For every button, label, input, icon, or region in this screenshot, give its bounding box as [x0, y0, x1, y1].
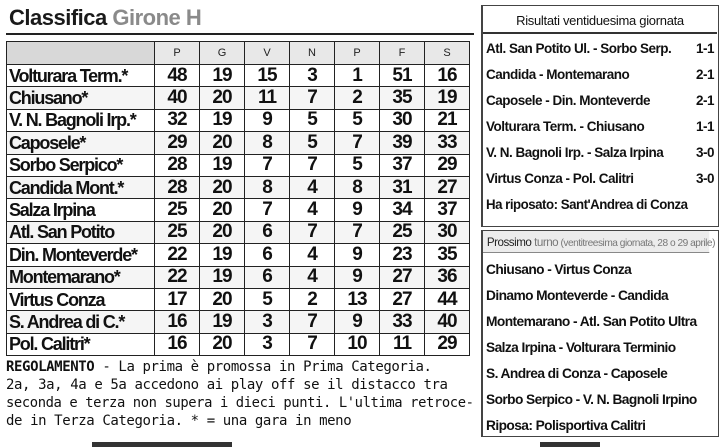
- cell-team-name: Chiusano*: [7, 87, 155, 109]
- cell-team-name: Pol. Calitri*: [7, 333, 155, 355]
- cell-lost: 2: [335, 87, 380, 109]
- cell-won: 9: [245, 109, 290, 131]
- cell-points: 16: [155, 311, 200, 333]
- cell-goals-for: 51: [380, 65, 425, 87]
- next-round-title-bold: Prossimo: [486, 235, 532, 249]
- table-row: [7, 65, 470, 87]
- next-round-match: S. Andrea di Conza - Caposele: [486, 365, 668, 381]
- cell-team-name: Din. Monteverde*: [7, 244, 155, 266]
- regulation-line: de in Terza Categoria. * = una gara in meno: [6, 413, 352, 429]
- result-score: 3-0: [695, 145, 714, 160]
- title-group: Girone H: [112, 5, 202, 30]
- cell-won: 3: [245, 333, 290, 355]
- cell-team-name: Sorbo Serpico*: [7, 154, 155, 176]
- cell-goals-against: 21: [425, 109, 470, 131]
- cell-played: 19: [200, 244, 245, 266]
- regulation-line: - La prima è promossa in Prima Categoria.: [94, 359, 432, 375]
- cell-drawn: 7: [290, 87, 335, 109]
- result-row: [486, 62, 718, 88]
- regulation-head: REGOLAMENTO: [6, 359, 95, 375]
- cell-goals-against: 29: [425, 154, 470, 176]
- cell-won: 11: [245, 87, 290, 109]
- cell-points: 25: [155, 199, 200, 221]
- cell-drawn: 7: [290, 333, 335, 355]
- cell-team-name: S. Andrea di C.*: [7, 311, 155, 333]
- cell-goals-for: 37: [380, 154, 425, 176]
- column-header-goals-against: S: [425, 42, 470, 65]
- cell-lost: 9: [335, 244, 380, 266]
- cell-lost: 10: [335, 333, 380, 355]
- cell-won: 8: [245, 132, 290, 154]
- next-round-match: Riposa: Polisportiva Calitri: [486, 417, 646, 433]
- bottom-mark: [540, 442, 600, 447]
- cell-played: 20: [200, 288, 245, 310]
- cell-drawn: 5: [290, 132, 335, 154]
- cell-team-name: Virtus Conza: [7, 288, 155, 310]
- cell-played: 20: [200, 87, 245, 109]
- cell-drawn: 4: [290, 244, 335, 266]
- next-round-match: Salza Irpina - Volturara Terminio: [486, 339, 676, 355]
- cell-team-name: Salza Irpina: [7, 199, 155, 221]
- cell-goals-against: 36: [425, 266, 470, 288]
- cell-team-name: Volturara Term.*: [7, 65, 155, 87]
- cell-lost: 9: [335, 266, 380, 288]
- cell-goals-for: 33: [380, 311, 425, 333]
- result-row: [486, 140, 718, 166]
- cell-played: 19: [200, 65, 245, 87]
- cell-won: 3: [245, 311, 290, 333]
- table-row: [7, 333, 470, 355]
- cell-lost: 5: [335, 154, 380, 176]
- column-header-lost: P: [335, 42, 380, 65]
- column-header-team: [7, 42, 155, 65]
- cell-points: 25: [155, 221, 200, 243]
- cell-points: 29: [155, 132, 200, 154]
- cell-won: 7: [245, 154, 290, 176]
- result-score: 1-1: [695, 41, 714, 56]
- table-row: [7, 176, 470, 198]
- cell-won: 7: [245, 199, 290, 221]
- result-score: 2-1: [695, 93, 714, 108]
- result-row: [486, 88, 718, 114]
- cell-goals-against: 44: [425, 288, 470, 310]
- cell-won: 6: [245, 221, 290, 243]
- cell-goals-for: 34: [380, 199, 425, 221]
- cell-played: 19: [200, 311, 245, 333]
- cell-points: 28: [155, 176, 200, 198]
- cell-lost: 1: [335, 65, 380, 87]
- table-row: [7, 266, 470, 288]
- table-row: [7, 132, 470, 154]
- cell-goals-for: 25: [380, 221, 425, 243]
- regulation-line: 2a, 3a, 4a e 5a accedono ai play off se il distacco tra: [6, 377, 448, 393]
- cell-won: 8: [245, 176, 290, 198]
- result-match: Volturara Term. - Chiusano: [486, 119, 645, 134]
- cell-goals-against: 30: [425, 221, 470, 243]
- cell-points: 40: [155, 87, 200, 109]
- cell-goals-against: 40: [425, 311, 470, 333]
- cell-drawn: 3: [290, 65, 335, 87]
- cell-goals-for: 31: [380, 176, 425, 198]
- cell-points: 17: [155, 288, 200, 310]
- table-row: [7, 199, 470, 221]
- cell-goals-against: 37: [425, 199, 470, 221]
- cell-goals-for: 23: [380, 244, 425, 266]
- cell-lost: 5: [335, 109, 380, 131]
- next-round-match: Montemarano - Atl. San Potito Ultra: [486, 313, 697, 329]
- cell-drawn: 4: [290, 199, 335, 221]
- cell-drawn: 7: [290, 221, 335, 243]
- column-header-goals-for: F: [380, 42, 425, 65]
- cell-goals-for: 35: [380, 87, 425, 109]
- cell-points: 16: [155, 333, 200, 355]
- result-score: 2-1: [695, 67, 714, 82]
- table-row: [7, 221, 470, 243]
- cell-lost: 8: [335, 176, 380, 198]
- table-row: [7, 311, 470, 333]
- result-match: Candida - Montemarano: [486, 67, 630, 82]
- standings-table: [6, 41, 470, 356]
- cell-points: 22: [155, 266, 200, 288]
- cell-lost: 9: [335, 199, 380, 221]
- cell-lost: 7: [335, 132, 380, 154]
- title-main: Classifica: [9, 5, 107, 30]
- cell-played: 20: [200, 199, 245, 221]
- cell-lost: 7: [335, 221, 380, 243]
- cell-goals-for: 27: [380, 288, 425, 310]
- cell-drawn: 4: [290, 176, 335, 198]
- table-row: [7, 87, 470, 109]
- result-row: [486, 166, 718, 192]
- cell-drawn: 7: [290, 154, 335, 176]
- cell-played: 20: [200, 333, 245, 355]
- standings-title-bar: [6, 4, 474, 35]
- cell-goals-for: 39: [380, 132, 425, 154]
- cell-lost: 9: [335, 311, 380, 333]
- cell-lost: 13: [335, 288, 380, 310]
- cell-won: 6: [245, 266, 290, 288]
- results-box: [481, 5, 719, 227]
- cell-won: 6: [245, 244, 290, 266]
- bottom-mark: [92, 442, 232, 447]
- cell-goals-against: 29: [425, 333, 470, 355]
- result-score: 3-0: [695, 171, 714, 186]
- cell-goals-against: 27: [425, 176, 470, 198]
- next-round-match: Dinamo Monteverde - Candida: [486, 287, 669, 303]
- next-round-match: Sorbo Serpico - V. N. Bagnoli Irpino: [486, 391, 697, 407]
- cell-won: 5: [245, 288, 290, 310]
- column-header-drawn: N: [290, 42, 335, 65]
- cell-drawn: 7: [290, 311, 335, 333]
- page-title: [9, 5, 201, 31]
- next-round-box: [481, 230, 719, 437]
- cell-team-name: Candida Mont.*: [7, 176, 155, 198]
- cell-played: 20: [200, 132, 245, 154]
- table-header-row: [7, 42, 470, 65]
- cell-points: 32: [155, 109, 200, 131]
- cell-played: 19: [200, 154, 245, 176]
- next-round-title-note: (ventitreesima giornata, 28 o 29 aprile): [558, 237, 715, 249]
- cell-team-name: Caposele*: [7, 132, 155, 154]
- table-row: [7, 109, 470, 131]
- cell-drawn: 4: [290, 266, 335, 288]
- regulation-text: [6, 358, 474, 430]
- result-match: Atl. San Potito Ul. - Sorbo Serp.: [486, 41, 672, 56]
- cell-goals-against: 33: [425, 132, 470, 154]
- cell-team-name: Montemarano*: [7, 266, 155, 288]
- cell-played: 19: [200, 266, 245, 288]
- cell-played: 19: [200, 109, 245, 131]
- result-row: [486, 36, 718, 62]
- cell-goals-for: 11: [380, 333, 425, 355]
- cell-goals-for: 27: [380, 266, 425, 288]
- result-match: Virtus Conza - Pol. Calitri: [486, 171, 634, 186]
- cell-team-name: Atl. San Potito: [7, 221, 155, 243]
- result-row: [486, 114, 718, 140]
- cell-goals-against: 16: [425, 65, 470, 87]
- column-header-played: G: [200, 42, 245, 65]
- column-header-won: V: [245, 42, 290, 65]
- cell-points: 28: [155, 154, 200, 176]
- column-header-points: P: [155, 42, 200, 65]
- result-match: Caposele - Din. Monteverde: [486, 93, 651, 108]
- cell-points: 22: [155, 244, 200, 266]
- next-round-match: Chiusano - Virtus Conza: [486, 261, 632, 277]
- results-title: Risultati ventiduesima giornata: [483, 6, 717, 34]
- table-row: [7, 288, 470, 310]
- cell-won: 15: [245, 65, 290, 87]
- cell-points: 48: [155, 65, 200, 87]
- cell-played: 20: [200, 176, 245, 198]
- next-round-title: [483, 231, 715, 253]
- cell-drawn: 5: [290, 109, 335, 131]
- cell-drawn: 2: [290, 288, 335, 310]
- cell-goals-against: 35: [425, 244, 470, 266]
- table-row: [7, 244, 470, 266]
- cell-played: 20: [200, 221, 245, 243]
- cell-team-name: V. N. Bagnoli Irp.*: [7, 109, 155, 131]
- result-score: 1-1: [695, 119, 714, 134]
- rest-note: Ha riposato: Sant'Andrea di Conza: [486, 197, 688, 212]
- regulation-line: seconda e terza non supera i dieci punti. L'ultima retroce-: [6, 395, 474, 411]
- table-row: [7, 154, 470, 176]
- results-section: [481, 5, 719, 437]
- next-round-title-light: turno: [531, 235, 559, 249]
- result-match: V. N. Bagnoli Irp. - Salza Irpina: [486, 145, 664, 160]
- bottom-edge-marks: [0, 440, 721, 447]
- cell-goals-against: 19: [425, 87, 470, 109]
- cell-goals-for: 30: [380, 109, 425, 131]
